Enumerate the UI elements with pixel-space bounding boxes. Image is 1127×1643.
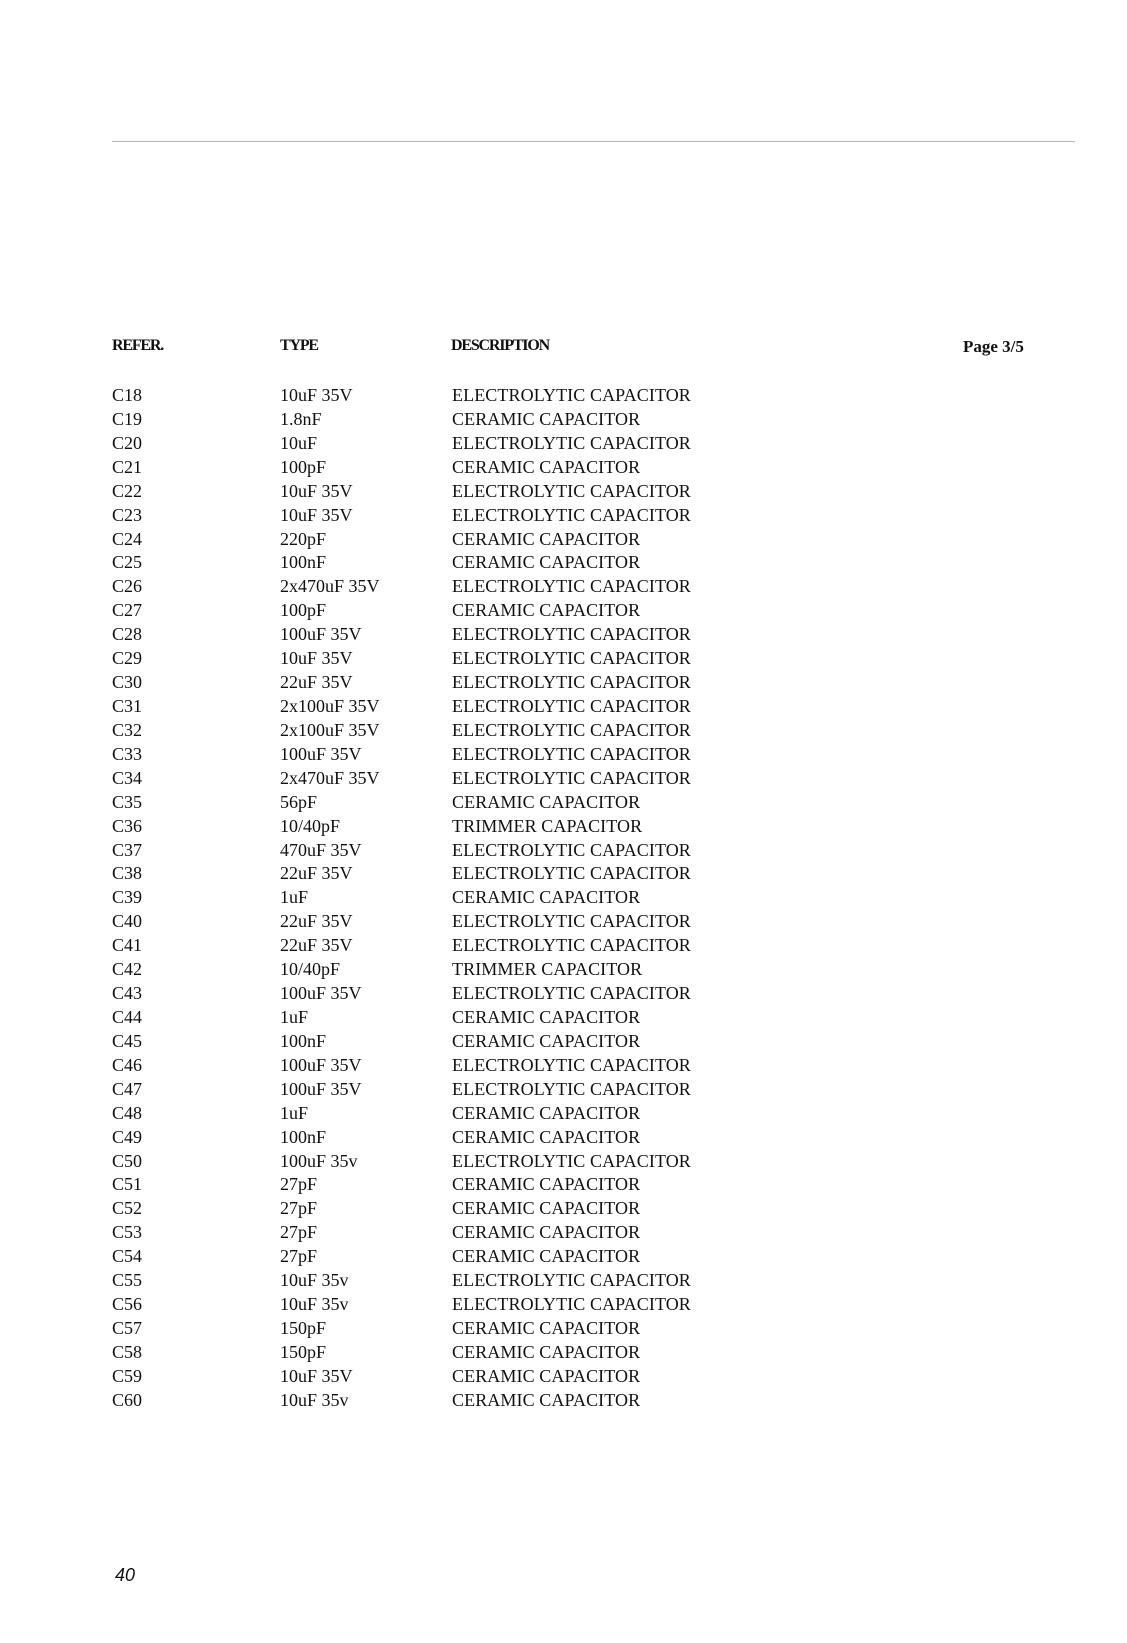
part-type: 220pF — [280, 528, 327, 549]
part-type: 10uF 35V — [280, 504, 353, 525]
table-row — [0, 910, 1127, 934]
part-description: TRIMMER CAPACITOR — [452, 815, 643, 836]
header-type: TYPE — [280, 337, 318, 354]
table-row — [0, 528, 1127, 552]
part-type: 22uF 35V — [280, 935, 353, 956]
part-type: 10uF 35v — [280, 1294, 349, 1315]
part-description: ELECTROLYTIC CAPACITOR — [452, 1054, 691, 1075]
table-row — [0, 456, 1127, 480]
part-description: ELECTROLYTIC CAPACITOR — [452, 385, 691, 405]
part-type: 100uF 35V — [280, 624, 362, 645]
table-row — [0, 1245, 1127, 1269]
part-type: 27pF — [280, 1222, 318, 1243]
table-row — [0, 791, 1127, 815]
part-description: ELECTROLYTIC CAPACITOR — [452, 1270, 691, 1291]
part-description: CERAMIC CAPACITOR — [452, 456, 641, 477]
part-reference: C26 — [112, 576, 143, 597]
part-type: 27pF — [280, 1174, 318, 1195]
part-reference: C49 — [112, 1126, 143, 1147]
part-description: ELECTROLYTIC CAPACITOR — [452, 743, 691, 764]
part-reference: C27 — [112, 600, 143, 621]
part-description: ELECTROLYTIC CAPACITOR — [452, 695, 691, 716]
part-type: 27pF — [280, 1246, 318, 1267]
part-description: ELECTROLYTIC CAPACITOR — [452, 1294, 691, 1315]
part-type: 100nF — [280, 1030, 327, 1051]
part-reference: C50 — [112, 1150, 143, 1171]
part-reference: C52 — [112, 1198, 143, 1219]
part-reference: C42 — [112, 959, 143, 980]
part-reference: C31 — [112, 695, 143, 716]
part-reference: C20 — [112, 432, 143, 453]
part-description: ELECTROLYTIC CAPACITOR — [452, 719, 691, 740]
part-type: 100uF 35v — [280, 1150, 358, 1171]
part-type: 10uF 35V — [280, 1365, 353, 1386]
part-description: CERAMIC CAPACITOR — [452, 1222, 641, 1243]
part-reference: C28 — [112, 624, 143, 645]
part-type: 100pF — [280, 456, 327, 477]
part-reference: C43 — [112, 983, 143, 1004]
table-row — [0, 743, 1127, 767]
part-description: CERAMIC CAPACITOR — [452, 1174, 641, 1195]
part-reference: C30 — [112, 672, 143, 693]
table-row — [0, 1317, 1127, 1341]
part-description: ELECTROLYTIC CAPACITOR — [452, 935, 691, 956]
part-description: ELECTROLYTIC CAPACITOR — [452, 576, 691, 597]
part-reference: C59 — [112, 1365, 143, 1386]
part-reference: C46 — [112, 1054, 143, 1075]
part-reference: C18 — [112, 385, 143, 405]
part-reference: C58 — [112, 1341, 143, 1362]
table-row — [0, 1006, 1127, 1030]
part-type: 22uF 35V — [280, 911, 353, 932]
table-row — [0, 599, 1127, 623]
part-type: 100uF 35V — [280, 743, 362, 764]
part-reference: C54 — [112, 1246, 143, 1267]
part-type: 22uF 35V — [280, 672, 353, 693]
part-type: 10uF 35V — [280, 480, 353, 501]
part-description: TRIMMER CAPACITOR — [452, 959, 643, 980]
top-rule — [112, 141, 1075, 142]
part-reference: C41 — [112, 935, 143, 956]
part-reference: C55 — [112, 1270, 143, 1291]
table-row — [0, 1197, 1127, 1221]
table-row — [0, 408, 1127, 432]
part-reference: C19 — [112, 408, 143, 429]
part-type: 2x100uF 35V — [280, 695, 380, 716]
part-description: CERAMIC CAPACITOR — [452, 408, 641, 429]
table-row — [0, 1102, 1127, 1126]
part-type: 150pF — [280, 1317, 327, 1338]
part-type: 10uF — [280, 432, 318, 453]
part-reference: C45 — [112, 1030, 143, 1051]
table-row — [0, 839, 1127, 863]
part-description: CERAMIC CAPACITOR — [452, 1246, 641, 1267]
part-reference: C38 — [112, 863, 143, 884]
part-description: ELECTROLYTIC CAPACITOR — [452, 1078, 691, 1099]
part-type: 1uF — [280, 887, 309, 908]
part-type: 27pF — [280, 1198, 318, 1219]
part-description: CERAMIC CAPACITOR — [452, 791, 641, 812]
part-description: CERAMIC CAPACITOR — [452, 600, 641, 621]
table-row — [0, 1030, 1127, 1054]
part-type: 100nF — [280, 552, 327, 573]
part-type: 22uF 35V — [280, 863, 353, 884]
table-row — [0, 862, 1127, 886]
table-row — [0, 480, 1127, 504]
part-type: 150pF — [280, 1341, 327, 1362]
part-reference: C34 — [112, 767, 143, 788]
table-row — [0, 982, 1127, 1006]
table-row — [0, 1150, 1127, 1174]
table-row — [0, 1126, 1127, 1150]
part-description: ELECTROLYTIC CAPACITOR — [452, 624, 691, 645]
table-row — [0, 1269, 1127, 1293]
table-row — [0, 671, 1127, 695]
part-description: CERAMIC CAPACITOR — [452, 1198, 641, 1219]
part-type: 10uF 35v — [280, 1389, 349, 1410]
part-description: CERAMIC CAPACITOR — [452, 887, 641, 908]
part-reference: C47 — [112, 1078, 143, 1099]
part-reference: C60 — [112, 1389, 143, 1410]
part-description: CERAMIC CAPACITOR — [452, 1006, 641, 1027]
part-type: 10uF 35v — [280, 1270, 349, 1291]
part-description: ELECTROLYTIC CAPACITOR — [452, 1150, 691, 1171]
table-row — [0, 575, 1127, 599]
part-reference: C51 — [112, 1174, 143, 1195]
table-row — [0, 1365, 1127, 1389]
part-reference: C32 — [112, 719, 143, 740]
part-description: CERAMIC CAPACITOR — [452, 1341, 641, 1362]
table-row — [0, 647, 1127, 671]
table-row — [0, 767, 1127, 791]
table-row — [0, 815, 1127, 839]
part-type: 100uF 35V — [280, 983, 362, 1004]
part-description: ELECTROLYTIC CAPACITOR — [452, 863, 691, 884]
part-type: 10/40pF — [280, 815, 341, 836]
table-row — [0, 1221, 1127, 1245]
part-reference: C48 — [112, 1102, 143, 1123]
part-reference: C56 — [112, 1294, 143, 1315]
table-row — [0, 719, 1127, 743]
part-type: 1uF — [280, 1102, 309, 1123]
table-row — [0, 1173, 1127, 1197]
part-reference: C40 — [112, 911, 143, 932]
table-row — [0, 432, 1127, 456]
part-type: 1uF — [280, 1006, 309, 1027]
table-row — [0, 384, 1127, 408]
part-description: ELECTROLYTIC CAPACITOR — [452, 432, 691, 453]
part-type: 10uF 35V — [280, 648, 353, 669]
part-type: 1.8nF — [280, 408, 322, 429]
part-type: 470uF 35V — [280, 839, 362, 860]
part-description: CERAMIC CAPACITOR — [452, 1030, 641, 1051]
table-row — [0, 504, 1127, 528]
part-reference: C35 — [112, 791, 143, 812]
part-type: 2x100uF 35V — [280, 719, 380, 740]
table-row — [0, 958, 1127, 982]
table-row — [0, 1054, 1127, 1078]
part-reference: C53 — [112, 1222, 143, 1243]
part-type: 2x470uF 35V — [280, 576, 380, 597]
part-type: 56pF — [280, 791, 318, 812]
part-description: CERAMIC CAPACITOR — [452, 1389, 641, 1410]
part-description: CERAMIC CAPACITOR — [452, 1317, 641, 1338]
part-description: ELECTROLYTIC CAPACITOR — [452, 672, 691, 693]
table-row — [0, 934, 1127, 958]
part-type: 100nF — [280, 1126, 327, 1147]
part-reference: C57 — [112, 1317, 143, 1338]
part-description: ELECTROLYTIC CAPACITOR — [452, 911, 691, 932]
part-description: ELECTROLYTIC CAPACITOR — [452, 983, 691, 1004]
part-reference: C29 — [112, 648, 143, 669]
table-header — [0, 337, 1127, 361]
part-type: 100uF 35V — [280, 1078, 362, 1099]
table-row — [0, 886, 1127, 910]
part-description: CERAMIC CAPACITOR — [452, 528, 641, 549]
part-type: 2x470uF 35V — [280, 767, 380, 788]
parts-list — [0, 384, 1127, 1413]
page-number: 40 — [115, 1565, 136, 1585]
table-row — [0, 623, 1127, 647]
part-reference: C44 — [112, 1006, 143, 1027]
part-description: ELECTROLYTIC CAPACITOR — [452, 767, 691, 788]
header-description: DESCRIPTION — [451, 337, 549, 354]
part-description: ELECTROLYTIC CAPACITOR — [452, 504, 691, 525]
part-type: 100uF 35V — [280, 1054, 362, 1075]
part-description: ELECTROLYTIC CAPACITOR — [452, 480, 691, 501]
part-type: 10uF 35V — [280, 385, 353, 405]
page-indicator: Page 3/5 — [963, 337, 1024, 356]
part-reference: C39 — [112, 887, 143, 908]
part-description: ELECTROLYTIC CAPACITOR — [452, 839, 691, 860]
table-row — [0, 1389, 1127, 1413]
part-reference: C25 — [112, 552, 143, 573]
part-reference: C22 — [112, 480, 143, 501]
part-description: CERAMIC CAPACITOR — [452, 1126, 641, 1147]
part-reference: C24 — [112, 528, 143, 549]
part-reference: C23 — [112, 504, 143, 525]
table-row — [0, 1078, 1127, 1102]
header-refer: REFER. — [112, 337, 164, 354]
part-description: ELECTROLYTIC CAPACITOR — [452, 648, 691, 669]
part-reference: C37 — [112, 839, 143, 860]
part-type: 10/40pF — [280, 959, 341, 980]
part-description: CERAMIC CAPACITOR — [452, 1102, 641, 1123]
part-reference: C33 — [112, 743, 143, 764]
part-reference: C36 — [112, 815, 143, 836]
table-row — [0, 1341, 1127, 1365]
part-description: CERAMIC CAPACITOR — [452, 1365, 641, 1386]
table-row — [0, 551, 1127, 575]
part-description: CERAMIC CAPACITOR — [452, 552, 641, 573]
table-row — [0, 1293, 1127, 1317]
part-type: 100pF — [280, 600, 327, 621]
table-row — [0, 695, 1127, 719]
part-reference: C21 — [112, 456, 143, 477]
